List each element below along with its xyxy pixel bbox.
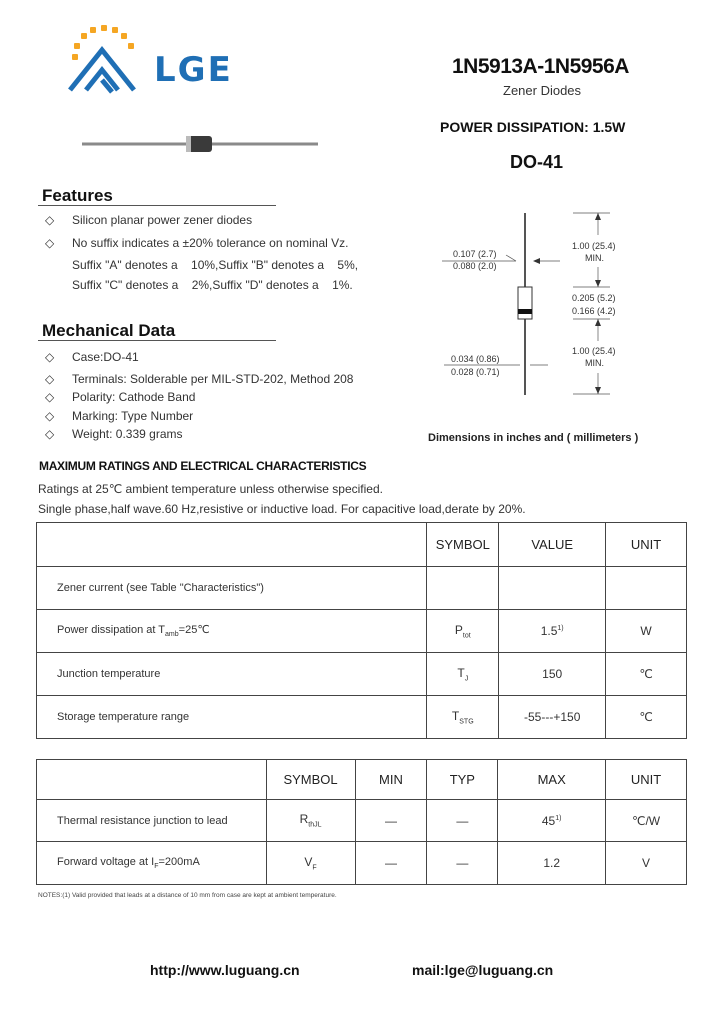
diamond-bullet-icon: ◇ <box>45 390 55 404</box>
symbol-cell: $V_F$ <box>266 842 355 885</box>
dim-lead-length-bottom-min: MIN. <box>585 358 604 368</box>
dim-wire-dia-max: 0.034 (0.86) <box>451 354 500 364</box>
value-cell <box>499 567 606 610</box>
unit-cell: ℃ <box>606 696 687 739</box>
dim-body-len-max: 0.205 (5.2) <box>572 293 616 303</box>
dim-body-len-min: 0.166 (4.2) <box>572 306 616 316</box>
value-cell: 1.5$^{1)}$ <box>499 610 606 653</box>
value-cell: 150 <box>499 653 606 696</box>
table-header-cell <box>37 523 427 567</box>
param-cell: Power dissipation at $T_{amb}=25℃$ <box>37 610 427 653</box>
param-cell: Thermal resistance junction to lead <box>37 800 267 842</box>
ratings-title: MAXIMUM RATINGS AND ELECTRICAL CHARACTERISTICS <box>39 459 367 473</box>
table-row <box>37 567 687 610</box>
diamond-bullet-icon: ◇ <box>45 213 55 227</box>
symbol-cell <box>427 567 499 610</box>
mechanical-item: ◇ Weight: 0.339 grams <box>45 427 183 441</box>
power-dissipation: POWER DISSIPATION: 1.5W <box>440 119 626 135</box>
typ-cell: — <box>427 800 498 842</box>
diode-photo <box>82 134 322 154</box>
footnote: NOTES:(1) Valid provided that leads at a distance of 10 mm from case are kept at ambient temperature. <box>38 892 337 899</box>
table-header-row <box>37 760 687 800</box>
part-number-title: 1N5913A-1N5956A <box>452 55 629 78</box>
table-header-cell: VALUE <box>499 523 606 567</box>
unit-cell: ℃ <box>606 653 687 696</box>
table-header-cell: TYP <box>427 760 498 800</box>
ratings-note-2: Single phase,half wave.60 Hz,resistive or inductive load. For capacitive load,derate by 20%. <box>38 502 526 516</box>
features-list <box>40 213 380 298</box>
mechanical-item: ◇ Marking: Type Number <box>45 409 194 423</box>
param-cell: Forward voltage at $I_F=200mA$ <box>37 842 267 885</box>
diamond-bullet-icon: ◇ <box>45 409 55 423</box>
diamond-bullet-icon: ◇ <box>45 427 55 441</box>
dim-lead-length-bottom: 1.00 (25.4) <box>572 346 616 356</box>
unit-cell <box>606 567 687 610</box>
symbol-cell: $T_{STG}$ <box>427 696 499 739</box>
dimensions-caption: Dimensions in inches and ( millimeters ) <box>428 432 639 444</box>
table-row <box>37 696 687 739</box>
table-header-cell: MAX <box>498 760 606 800</box>
ratings-note-1: Ratings at 25℃ ambient temperature unless otherwise specified. <box>38 482 383 496</box>
diamond-bullet-icon: ◇ <box>45 350 55 364</box>
logo-mark-icon <box>62 20 152 100</box>
table-row <box>37 653 687 696</box>
mechanical-divider <box>38 340 276 341</box>
subtitle: Zener Diodes <box>503 83 582 98</box>
mechanical-item: ◇ Terminals: Solderable per MIL-STD-202, Method 208 <box>45 372 354 386</box>
footer-email-link[interactable]: mail:lge@luguang.cn <box>412 962 554 978</box>
features-divider <box>38 205 276 206</box>
table-header-row <box>37 523 687 567</box>
mechanical-item: ◇ Polarity: Cathode Band <box>45 390 196 404</box>
dim-lead-dia-min: 0.080 (2.0) <box>453 261 497 271</box>
diamond-bullet-icon: ◇ <box>45 372 55 386</box>
table-header-cell: SYMBOL <box>266 760 355 800</box>
value-cell: -55---+150 <box>499 696 606 739</box>
table-row <box>37 842 687 885</box>
features-title: Features <box>42 186 113 205</box>
mechanical-list <box>40 350 380 445</box>
characteristics-table <box>36 759 687 885</box>
dim-lead-length-top-min: MIN. <box>585 253 604 263</box>
mechanical-title: Mechanical Data <box>42 321 176 340</box>
max-cell: 45$^{1)}$ <box>498 800 606 842</box>
table-row <box>37 610 687 653</box>
diamond-bullet-icon: ◇ <box>45 236 55 250</box>
dim-wire-dia-min: 0.028 (0.71) <box>451 367 500 377</box>
feature-item: ◇ No suffix indicates a ±20% tolerance on nominal Vz. <box>45 236 349 250</box>
param-cell: Junction temperature <box>37 653 427 696</box>
footer-website-link[interactable]: http://www.luguang.cn <box>150 962 300 978</box>
ratings-table <box>36 522 687 739</box>
symbol-cell: $P_{tot}$ <box>427 610 499 653</box>
table-header-cell: MIN <box>355 760 427 800</box>
mechanical-item: ◇ Case:DO-41 <box>45 350 139 364</box>
table-header-cell: UNIT <box>606 760 687 800</box>
package-title: DO-41 <box>510 152 564 172</box>
feature-item: ◇ Silicon planar power zener diodes <box>45 213 253 227</box>
symbol-cell: $R_{thJL}$ <box>266 800 355 842</box>
param-cell: Zener current (see Table "Characteristics") <box>37 567 427 610</box>
dim-lead-dia-max: 0.107 (2.7) <box>453 249 497 259</box>
min-cell: — <box>355 800 427 842</box>
feature-suffix-line: Suffix "A" denotes a 10%,Suffix "B" denotes a 5%, <box>72 258 359 272</box>
table-header-cell: SYMBOL <box>427 523 499 567</box>
table-header-cell: UNIT <box>606 523 687 567</box>
max-cell: 1.2 <box>498 842 606 885</box>
unit-cell: W <box>606 610 687 653</box>
dim-lead-length-top: 1.00 (25.4) <box>572 241 616 251</box>
brand-name: LGE <box>154 50 233 90</box>
table-header-cell <box>37 760 267 800</box>
param-cell: Storage temperature range <box>37 696 427 739</box>
unit-cell: ℃/W <box>606 800 687 842</box>
table-row <box>37 800 687 842</box>
typ-cell: — <box>427 842 498 885</box>
min-cell: — <box>355 842 427 885</box>
symbol-cell: $T_J$ <box>427 653 499 696</box>
unit-cell: V <box>606 842 687 885</box>
logo <box>62 20 242 100</box>
feature-suffix-line: Suffix "C" denotes a 2%,Suffix "D" denotes a 1%. <box>72 278 353 292</box>
